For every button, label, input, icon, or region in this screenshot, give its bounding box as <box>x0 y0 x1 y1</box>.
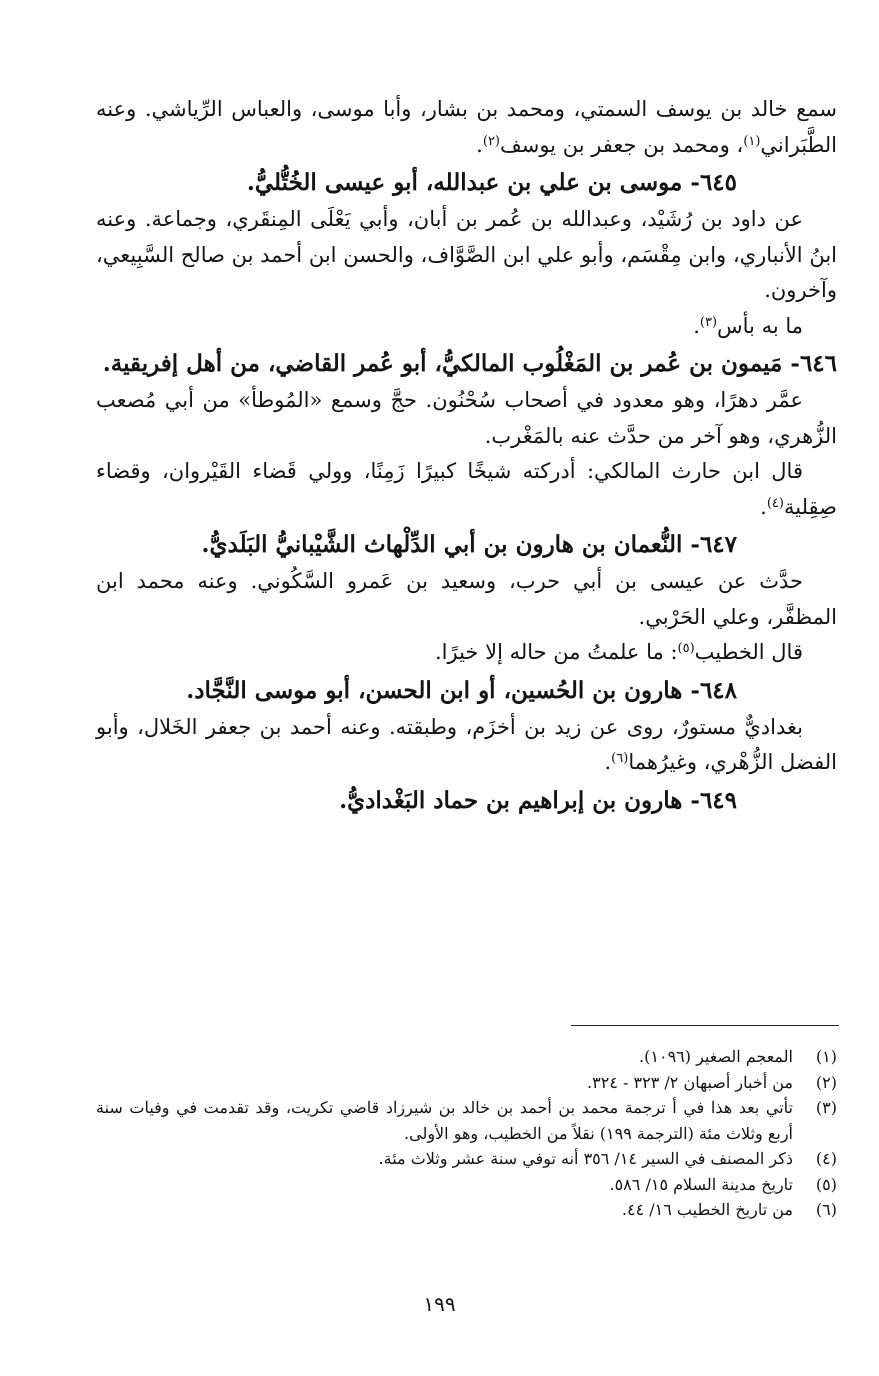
footnote-text: من تاريخ الخطيب ١٦/ ٤٤. <box>621 1200 793 1219</box>
footnote <box>96 1095 837 1146</box>
entry-continuation <box>96 92 837 163</box>
paragraph: قال الخطيب$^{(٥)}$: ما علمتُ من حاله إلا خيرًا. <box>435 640 803 664</box>
entry-649 <box>96 781 837 820</box>
paragraph: قال ابن حارث المالكي: أدركته شيخًا كبيرًا زَمِنًا، وولي قَضاء القَيْروان، وقضاء صِقِلية$^{(٤)}$. <box>96 459 837 519</box>
footnote-text: من أخبار أصبهان ٢/ ٣٢٣ - ٣٢٤. <box>587 1072 793 1092</box>
footnote-number: (٢) <box>815 1072 837 1092</box>
page-number: ١٩٩ <box>423 1292 456 1316</box>
footnote-number: (٣) <box>815 1098 837 1117</box>
entry-648 <box>96 671 837 781</box>
footnote-number: (١) <box>815 1047 837 1066</box>
footnote-ref[interactable]: (٢) <box>482 133 500 149</box>
entry-647 <box>96 525 837 671</box>
footnote <box>96 1044 837 1070</box>
entry-heading: ٦٤٥- موسى بن علي بن عبدالله، أبو عيسى الخُتُّليُّ. <box>246 169 737 196</box>
footnote-number: (٦) <box>815 1200 837 1219</box>
footnote-ref[interactable]: (١) <box>743 133 761 149</box>
footnote <box>96 1197 837 1223</box>
main-text <box>96 92 837 820</box>
footnotes <box>96 1044 837 1223</box>
footnote <box>96 1070 837 1096</box>
entry-heading: ٦٤٧- النُّعمان بن هارون بن أبي الدِّلْهاث الشَّيْبانيُّ البَلَديُّ. <box>201 531 737 558</box>
paragraph: حدَّث عن عيسى بن أبي حرب، وسعيد بن عَمرو السَّكُوني. وعنه محمد ابن المظفَّر، وعلي الحَرْبي. <box>96 569 837 629</box>
paragraph: بغداديٌّ مستورٌ، روى عن زيد بن أخزَم، وطبقته. وعنه أحمد بن جعفر الخَلال، وأبو الفضل الزُّهْري، وغيرُهما$^{(٦)}$. <box>96 714 837 774</box>
footnote-number: (٤) <box>815 1149 837 1168</box>
footnote-text: ذكر المصنف في السير ١٤/ ٣٥٦ أنه توفي سنة عشر وثلاث مئة. <box>378 1149 793 1168</box>
paragraph: سمع خالد بن يوسف السمتي، ومحمد بن بشار، وأبا موسى، والعباس الرِّياشي. وعنه الطَّبَراني$^{(١)}$، ومحمد بن جعفر بن يوسف$^{(٢)}$. <box>96 97 837 157</box>
footnote <box>96 1146 837 1172</box>
footnote-text: تاريخ مدينة السلام ١٥/ ٥٨٦. <box>609 1174 793 1194</box>
footnote-text: المعجم الصغير (١٠٩٦). <box>639 1047 793 1066</box>
entry-heading: ٦٤٦- مَيمون بن عُمر بن المَغْلُوب المالكيُّ، أبو عُمر القاضي، من أهل إفريقية. <box>102 350 837 377</box>
entry-heading: ٦٤٨- هارون بن الحُسين، أو ابن الحسن، أبو موسى النَّجَّاد. <box>186 676 737 704</box>
footnote-ref[interactable]: (٤) <box>766 495 784 511</box>
footnote-ref[interactable]: (٣) <box>699 314 718 330</box>
entry-646 <box>96 344 837 525</box>
footnote-ref[interactable]: (٦) <box>611 751 629 766</box>
footnote <box>96 1172 837 1198</box>
footnote-number: (٥) <box>815 1174 837 1194</box>
footnote-divider <box>571 1025 839 1026</box>
footnote-text: تأتي بعد هذا في أ ترجمة محمد بن أحمد بن خالد بن شيرزاد قاضي تكريت، وقد تقدمت في وفيات سنة أربع وثلاث مئة (الترجمة ١٩٩) نقلاً من الخطيب، وهو الأولى. <box>96 1098 793 1143</box>
paragraph: ما به بأس$^{(٣)}$. <box>693 313 803 338</box>
entry-heading: ٦٤٩- هارون بن إبراهيم بن حماد البَغْداديُّ. <box>339 786 737 814</box>
entry-645 <box>96 163 837 344</box>
footnote-ref[interactable]: (٥) <box>677 641 695 656</box>
paragraph: عن داود بن رُشَيْد، وعبدالله بن عُمر بن أبان، وأبي يَعْلَى المِنقَري، وجماعة. وعنه ابنُ الأنباري، وابن مِقْسَم، وأبو علي ابن الصَّوَّاف، والحسن ابن أحمد بن صالح السَّبِيعي، وآخرون. <box>96 207 837 302</box>
paragraph: عمَّر دهرًا، وهو معدود في أصحاب سُحْنُون. حجَّ وسمع «المُوطأ» من أبي مُصعب الزُّهري، وهو آخر من حدَّث عنه بالمَغْرب. <box>96 388 837 448</box>
